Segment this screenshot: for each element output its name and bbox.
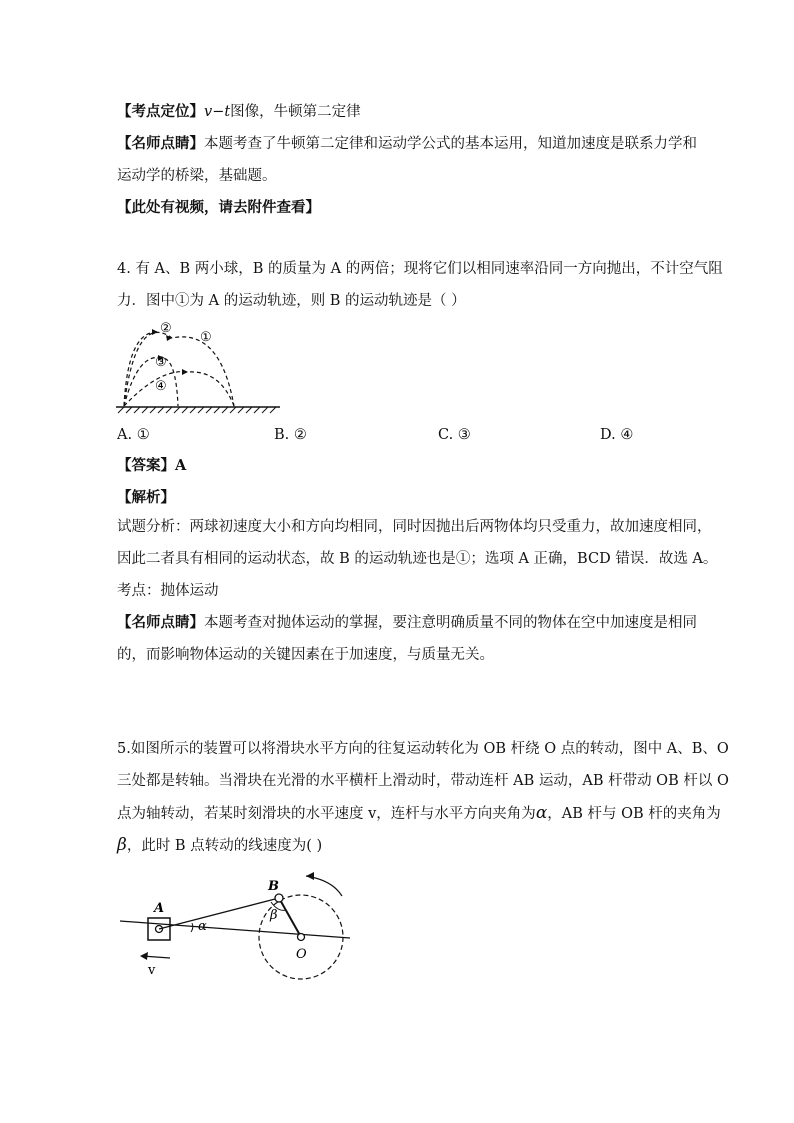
vt-symbol: v−t [204, 104, 231, 120]
q4-tip-label: 【名师点睛】 [117, 614, 204, 631]
question-5-line-2: 三处都是转轴。当滑块在光滑的水平横杆上滑动时，带动连杆 AB 运动，AB 杆带动 OB 杆以 O [117, 773, 729, 789]
teacher-tip-line-2: 运动学的桥梁，基础题。 [117, 168, 277, 184]
analysis-line-1: 试题分析：两球初速度大小和方向均相同，同时因抛出后两物体均只受重力，故加速度相同， [117, 519, 712, 535]
question-5-line-1: 5.如图所示的装置可以将滑块水平方向的往复运动转化为 OB 杆绕 O 点的转动，图中 A、B、O [117, 741, 729, 757]
trajectory-figure [110, 318, 290, 418]
beta-symbol: β [117, 835, 127, 855]
point-location-line [117, 102, 361, 122]
point-location-label: 【考点定位】 [117, 103, 204, 120]
label-alpha: α [198, 919, 207, 934]
label-trajectory-4: ④ [155, 379, 167, 394]
option-d[interactable]: D. ④ [600, 427, 634, 443]
slider-crank-figure [110, 866, 360, 986]
video-notice[interactable]: 【此处有视频，请去附件查看】 [117, 199, 320, 216]
teacher-tip-text-1: 本题考查了牛顿第二定律和运动学公式的基本运用，知道加速度是联系力学和 [204, 136, 697, 152]
trajectory-1 [124, 332, 234, 406]
analysis-line-2: 因此二者具有相同的运动状态，故 B 的运动轨迹也是①；选项 A 正确，BCD 错误．故选 A。 [117, 551, 718, 567]
question-5-line-4-text: ，此时 B 点转动的线速度为( ) [126, 838, 323, 854]
question-5-line-4 [117, 835, 322, 856]
teacher-tip-label: 【名师点睛】 [117, 135, 204, 152]
label-trajectory-2: ② [160, 321, 172, 336]
option-b[interactable]: B. ② [274, 427, 307, 443]
label-o: O [296, 947, 307, 962]
q4-tip-line-2: 的，而影响物体运动的关键因素在于加速度，与质量无关。 [117, 647, 494, 663]
label-a: A [154, 901, 165, 916]
teacher-tip-line-1 [117, 134, 697, 154]
option-a[interactable]: A. ① [117, 427, 150, 443]
label-b: B [268, 879, 279, 894]
label-v: v [148, 963, 156, 978]
q4-tip-text-1: 本题考查对抛体运动的掌握，要注意明确质量不同的物体在空中加速度是相同 [204, 615, 697, 631]
label-beta: β [270, 908, 278, 923]
label-trajectory-3: ③ [155, 355, 167, 370]
point-location-text: 图像，牛顿第二定律 [230, 104, 361, 120]
option-c[interactable]: C. ③ [438, 427, 471, 443]
question-4-line-2: 力．图中①为 A 的运动轨迹，则 B 的运动轨迹是（ ） [117, 293, 466, 309]
q4-tip-line-1 [117, 613, 697, 633]
question-5-line-3-text: 点为轴转动，若某时刻滑块的水平速度 v，连杆与水平方向夹角为 [117, 806, 536, 822]
alpha-symbol: α [535, 803, 548, 823]
kaodian-line: 考点：抛体运动 [117, 583, 219, 599]
trajectory-4 [124, 372, 234, 406]
question-5-line-3-rest: ，AB 杆与 OB 杆的夹角为 [547, 806, 721, 822]
label-trajectory-1: ① [200, 330, 212, 345]
answer-line: 【答案】A [117, 457, 187, 474]
analysis-label: 【解析】 [117, 489, 175, 506]
question-5-line-3 [117, 803, 721, 824]
question-4-line-1: 4. 有 A、B 两小球，B 的质量为 A 的两倍；现将它们以相同速率沿同一方向抛出，不计空气阻 [117, 261, 723, 277]
